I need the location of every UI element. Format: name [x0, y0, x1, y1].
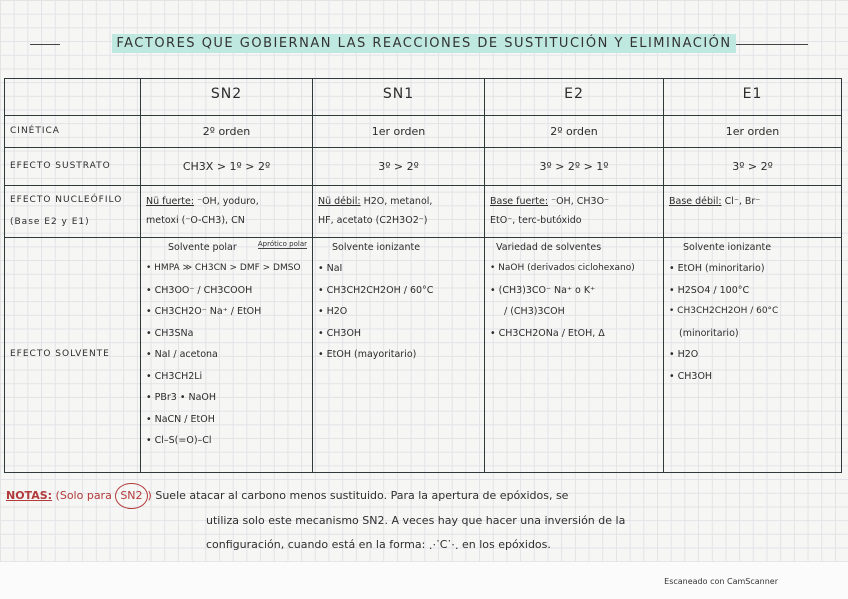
header-sn2: SN2 [141, 78, 313, 116]
notes-text-2: utiliza solo este mecanismo SN2. A veces hay que hacer una inversión de la [206, 514, 626, 527]
nucleofilo-label: EFECTO NUCLEÓFILO [10, 194, 123, 205]
row-label-solvente: EFECTO SOLVENTE [4, 238, 141, 473]
nucleofilo-sn2-type: Nü fuerte: [146, 196, 195, 207]
list-item: (minoritario) [679, 327, 739, 339]
list-item: • CH3CH2ONa / EtOH, Δ [490, 327, 605, 339]
list-item: • NaI [318, 263, 343, 274]
sustrato-e1: 3º > 2º [664, 148, 842, 186]
sustrato-sn1: 3º > 2º [313, 148, 485, 186]
solvente-e1 [664, 238, 842, 473]
list-item: • CH3OO⁻ / CH3COOH [146, 284, 253, 296]
sustrato-e2: 3º > 2º > 1º [485, 148, 664, 186]
list-item: • HMPA ≫ CH3CN > DMF > DMSO [146, 263, 301, 273]
nucleofilo-sn1-line1: H2O, metanol, [360, 196, 433, 207]
row-label-sustrato: EFECTO SUSTRATO [4, 148, 141, 186]
nucleofilo-e2-line1: ⁻OH, CH3O⁻ [548, 196, 610, 207]
solvente-sn1 [313, 238, 485, 473]
notes-label: NOTAS: [6, 489, 53, 502]
list-item: • CH3CH2Li [146, 370, 203, 382]
list-item: • (CH3)3CO⁻ Na⁺ o K⁺ [490, 284, 596, 296]
list-item: • NaOH (derivados ciclohexano) [490, 263, 635, 273]
notes-suffix: ) [147, 489, 152, 502]
solvente-e2-heading: Variedad de solventes [496, 242, 602, 253]
row-label-cinetica: CINÉTICA [4, 116, 141, 148]
header-sn1: SN1 [313, 78, 485, 116]
list-item: • CH3CH2CH2OH / 60°C [669, 306, 779, 316]
notes-section [6, 483, 842, 557]
nucleofilo-sn1 [313, 186, 485, 238]
nucleofilo-sn1-line2: HF, acetato (C2H3O2⁻) [318, 215, 428, 226]
nucleofilo-e2-line2: EtO⁻, terc-butóxido [490, 215, 582, 226]
notes-prefix: (Solo para [55, 489, 112, 502]
notes-line-1 [6, 483, 842, 509]
list-item: / (CH3)3COH [504, 306, 565, 317]
notes-sn2-circle: SN2 [115, 483, 147, 509]
list-item: • CH3CH2CH2OH / 60°C [318, 284, 434, 296]
list-item: • H2O [669, 349, 699, 360]
nucleofilo-e1 [664, 186, 842, 238]
nucleofilo-label-sub: (Base E2 y E1) [10, 216, 90, 227]
header-e2: E2 [485, 78, 664, 116]
nucleofilo-sn2-line1: ⁻OH, yoduro, [194, 196, 259, 207]
cinetica-e1: 1er orden [664, 116, 842, 148]
list-item: • EtOH (minoritario) [669, 263, 765, 274]
nucleofilo-sn2-line2: metoxi (⁻O-CH3), CN [146, 215, 245, 226]
nucleofilo-e1-line1: Cl⁻, Br⁻ [721, 196, 761, 207]
sustrato-sn2: CH3X > 1º > 2º [141, 148, 313, 186]
solvente-e1-heading: Solvente ionizante [683, 242, 772, 253]
list-item: • Cl–S(=O)–Cl [146, 435, 212, 446]
list-item: • CH3SNa [146, 327, 194, 339]
nucleofilo-e1-type: Base débil: [669, 196, 722, 207]
list-item: • CH3OH [318, 327, 362, 339]
solvente-sn1-heading: Solvente ionizante [332, 242, 421, 253]
cinetica-sn2: 2º orden [141, 116, 313, 148]
cinetica-sn1: 1er orden [313, 116, 485, 148]
list-item: • H2O [318, 306, 348, 317]
nucleofilo-sn2 [141, 186, 313, 238]
page-title: FACTORES QUE GOBIERNAN LAS REACCIONES DE SUSTITUCIÓN Y ELIMINACIÓN [0, 36, 848, 51]
solvente-sn2-heading: Solvente polar [168, 242, 237, 253]
nucleofilo-e2-type: Base fuerte: [490, 196, 549, 207]
header-empty [4, 78, 141, 116]
nucleofilo-sn1-type: Nü débil: [318, 196, 361, 207]
solvente-sn2 [141, 238, 313, 473]
nucleofilo-e2 [485, 186, 664, 238]
solvente-sn2-subheading: Aprótico polar [257, 240, 307, 248]
list-item: • PBr3 • NaOH [146, 392, 217, 403]
list-item: • H2SO4 / 100°C [669, 284, 750, 296]
row-label-nucleofilo [4, 186, 141, 238]
notes-text-1: Suele atacar al carbono menos sustituido. Para la apertura de epóxidos, se [155, 489, 569, 502]
list-item: • CH3OH [669, 370, 713, 382]
list-item: • NaCN / EtOH [146, 413, 215, 425]
header-e1: E1 [664, 78, 842, 116]
solvente-e2 [485, 238, 664, 473]
cinetica-e2: 2º orden [485, 116, 664, 148]
list-item: • EtOH (mayoritario) [318, 349, 417, 360]
scanner-watermark: Escaneado con CamScanner [664, 577, 778, 586]
list-item: • NaI / acetona [146, 349, 218, 360]
notes-text-3: configuración, cuando está en la forma: ⋰C⋱ en los epóxidos. [206, 538, 551, 551]
comparison-table [4, 78, 842, 473]
list-item: • CH3CH2O⁻ Na⁺ / EtOH [146, 306, 262, 317]
